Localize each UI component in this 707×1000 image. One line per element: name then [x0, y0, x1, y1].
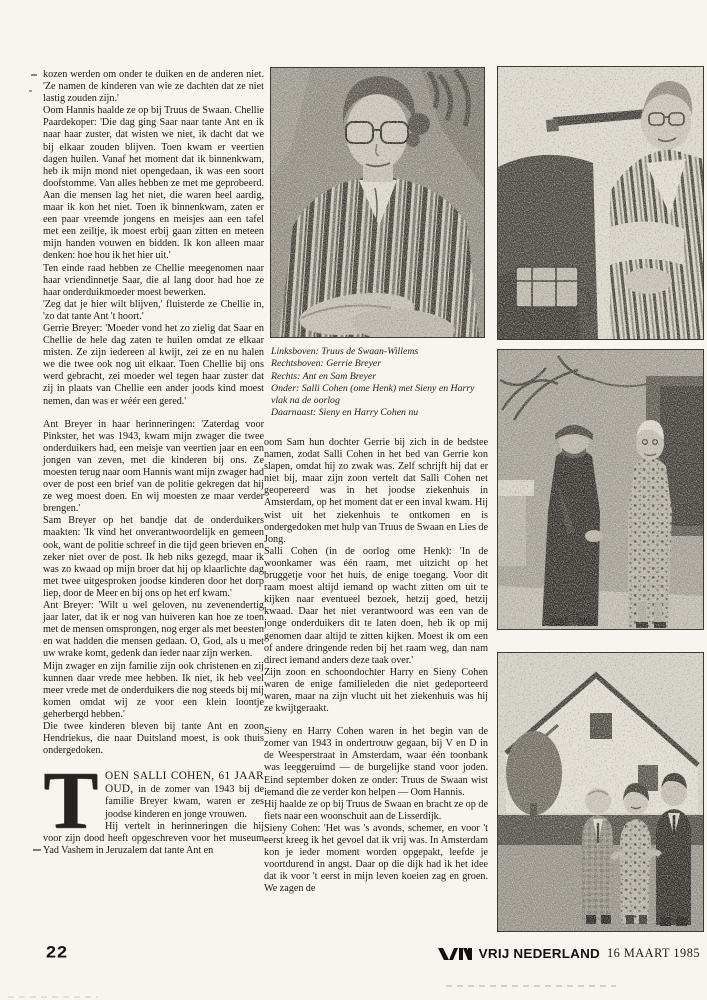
article-paragraph: Ant Breyer in haar herinneringen: 'Zaterdag voor Pinkster, het was 1943, kwam mijn zwager die twee onderduikers had, een meisje van veertien jaar en een jongen van zeven, met die kinderen bij ons. Ze moesten terug naar oom Hannis want mijn zwager had over de post een brief van de politie gekregen dat hij ze weg moest doen. En wij moesten ze maar verder brengen.': [43, 418, 264, 515]
drop-cap-letter-t: T: [43, 755, 99, 847]
magazine-name: VRIJ NEDERLAND: [478, 946, 600, 961]
caption-line: Rechts: Ant en Sam Breyer: [271, 370, 377, 382]
scan-mark: [29, 90, 32, 92]
lead-small-caps: OEN SALLI COHEN, 61 JAAR OUD,: [105, 770, 264, 796]
article-paragraph: Sam Breyer op het bandje dat de onderduikers maakten: 'Ik vind het onverantwoordelijk en gemeen ook, want de politie schreef in die tijd geen brieven en zeker niet over de post. Ik heb niks gezegd, maar ik was zo kwaad op mijn broer dat hij op klaarlichte dag met twee uitgesproken joodse kinderen door het dorp liep, door de Meer en bij ons op het erf kwam.': [43, 515, 264, 599]
caption-line: Linksboven: Truus de Swaan-Willems: [271, 346, 419, 357]
caption-line: Daarnaast: Sieny en Harry Cohen nu: [271, 407, 419, 419]
article-paragraph: Oom Hannis haalde ze op bij Truus de Swaan. Chellie Paardekoper: 'Die dag ging Saar naar tante Ant en ik naar haar zuster, dat wisten we niet, ik dacht dat we bij elkaar zouden blijven. Toen kwam er veertien dagen huilen. Vanaf het moment dat ik binnenkwam, heb ik mijn mond niet opengedaan, ik was een soort doofstomme. Van alles hebben ze met me geprobeerd. Aan die mensen lag het niet, die waren heel aardig, maar ik kon het niet. Toen ik binnenkwam, zaten er een paar vreemde jongens en meisjes aan een tafel met een zeiltje, ik moest erbij gaan zitten en meteen mijn handen vouwen en bidden. Ik kon alleen maar denken: hoe hou ik het hier uit.': [43, 105, 264, 262]
scan-smudge: [446, 985, 616, 987]
scan-mark: [33, 849, 41, 851]
photo-gerrie-breyer: [497, 66, 704, 340]
article-middle-column: [264, 437, 488, 895]
article-paragraph: kozen werden om onder te duiken en de anderen niet. 'Ze namen de kinderen van wie ze dachten dat ze niet lastig zouden zijn.': [43, 69, 264, 105]
scan-mark: [31, 74, 37, 76]
article-paragraph: oom Sam hun dochter Gerrie bij zich in de bedstee namen, zodat Salli Cohen in het bed van Gerrie kon slapen, omdat hij zo zwak was. Zelf schrijft hij dat er niet bij, maar zijn zoon vertelt dat Salli Cohen net geopereerd was in het joodse ziekenhuis in Amsterdam, op het moment dat er een inval kwam. Hij wist uit het ziekenhuis te ontkomen en is ondergedoken met hulp van Truus de Swaan en Lies de Jong.: [264, 437, 488, 545]
footer-masthead: [430, 946, 700, 961]
drop-cap-section: [43, 755, 264, 857]
vrij-nederland-logo: [438, 947, 472, 961]
article-paragraph: Sieny Cohen: 'Het was 's avonds, schemer, en voor 't eerst kreeg ik het gevoel dat ik vrij was. In Amsterdam kon je ieder moment worden opgepakt, leefde je voortdurend in angst. Daar op die dijk had ik het idee dat ik voor 't eerst in mijn leven koeien zag en groen. We zagen de: [264, 822, 488, 895]
issue-date: 16 MAART 1985: [607, 946, 700, 960]
caption-line: Rechtsboven: Gerrie Breyer: [271, 358, 382, 370]
photo-caption-block: [271, 346, 488, 420]
photo-ant-en-sam-breyer: [497, 349, 704, 630]
article-paragraph: Hij vertelt in herinneringen die hij voor zijn dood heeft opgeschreven voor het museum Yad Vashem in Jeruzalem dat tante Ant en: [43, 820, 264, 856]
article-paragraph: 'Zeg dat je hier wilt blijven,' fluisterde ze Chellie in, 'zo dat tante Ant 't hoort.': [43, 298, 264, 322]
article-paragraph: Die twee kinderen bleven bij tante Ant en zoon Hendriekus, die naar Duitsland moest, is ook thuis ondergedoken.: [43, 720, 264, 757]
article-left-column: [43, 69, 264, 857]
scan-smudge: [8, 996, 98, 998]
lead-text: in de zomer van 1943 bij de familie Breyer kwam, waren er zes joodse kinderen en jonge vrouwen.: [105, 784, 264, 820]
photo-truus-de-swaan: [270, 67, 485, 338]
photo-salli-cohen-sieny-harry: [497, 652, 704, 932]
article-paragraph: Mijn zwager en zijn familie zijn ook christenen en zij kunnen daar vrede mee hebben. Ik niet, ik heb veel meer vrede met de onderduikers die nog steeds bij mij komen omdat wij ze voor een klein loontje geherbergd hebben.': [43, 660, 264, 720]
article-paragraph: Sieny en Harry Cohen waren in het begin van de zomer van 1943 in ondertrouw gegaan, bij V en D in de Weesperstraat in Amsterdam, waar één toonbank was leeggeruimd — de burgelijke stand voor joden. Eind september doken ze onder: Truus de Swaan wist iemand die ze verder kon helpen — Oom Hannis.: [264, 726, 488, 798]
article-paragraph: Ten einde raad hebben ze Chellie meegenomen naar haar vriendinnetje Saar, die al lang door had hoe ze haar onderduikmoeder moest bewerken.: [43, 262, 264, 298]
article-paragraph: Gerrie Breyer: 'Moeder vond het zo zielig dat Saar en Chellie de hele dag zaten te huilen omdat ze elkaar misten. Ze zijn iedereen al kwijt, zei ze en nu halen we die twee ook nog uit elkaar. Toen Chellie bij ons werd gebracht, zei moeder wel tegen haar zuster dat zij in plaats van Chellie een ander joods kind moest nemen, dan was er wéér een gered.': [43, 322, 264, 407]
article-paragraph: Ant Breyer: 'Wilt u wel geloven, nu zevenendertig jaar later, dat ik er nog van huiveren kan hoe ze toen met de mensen omsprongen, nog erger als met beesten en wat hadden die mensen gedaan. O, God, als u met uw wrake komt, gedenk dan ieder naar zijn werken.: [43, 600, 264, 660]
article-paragraph: Salli Cohen (in de oorlog ome Henk): 'In de woonkamer was één raam, met uitzicht op het bruggetje voor het huis, de enige toegang. Voor dit raam moest altijd iemand op wacht zitten om uit te kijken naar eventueel bezoek, hetzij goed, hetzij kwaad. Daar het niet verantwoord was een van de jonge onderduikers dit te laten doen, heb ik op mij genomen daar altijd te zitten kijken. Moest ik om een of andere dringende reden bij het raam weg, dan nam direct iemand anders deze taak over.': [264, 545, 488, 666]
caption-line: Onder: Salli Cohen (ome Henk) met Sieny en Harry vlak na de oorlog: [271, 382, 475, 407]
article-paragraph: Hij haalde ze op bij Truus de Swaan en bracht ze op de fiets naar een woonschuit aan de Lisserdijk.: [264, 798, 488, 822]
article-paragraph: Zijn zoon en schoondochter Harry en Sieny Cohen waren de enige familieleden die niet gedeporteerd waren, maar na zijn vlucht uit het ziekenhuis was hij ze kwijtgeraakt.: [264, 666, 488, 715]
page-number: 22: [46, 942, 69, 962]
